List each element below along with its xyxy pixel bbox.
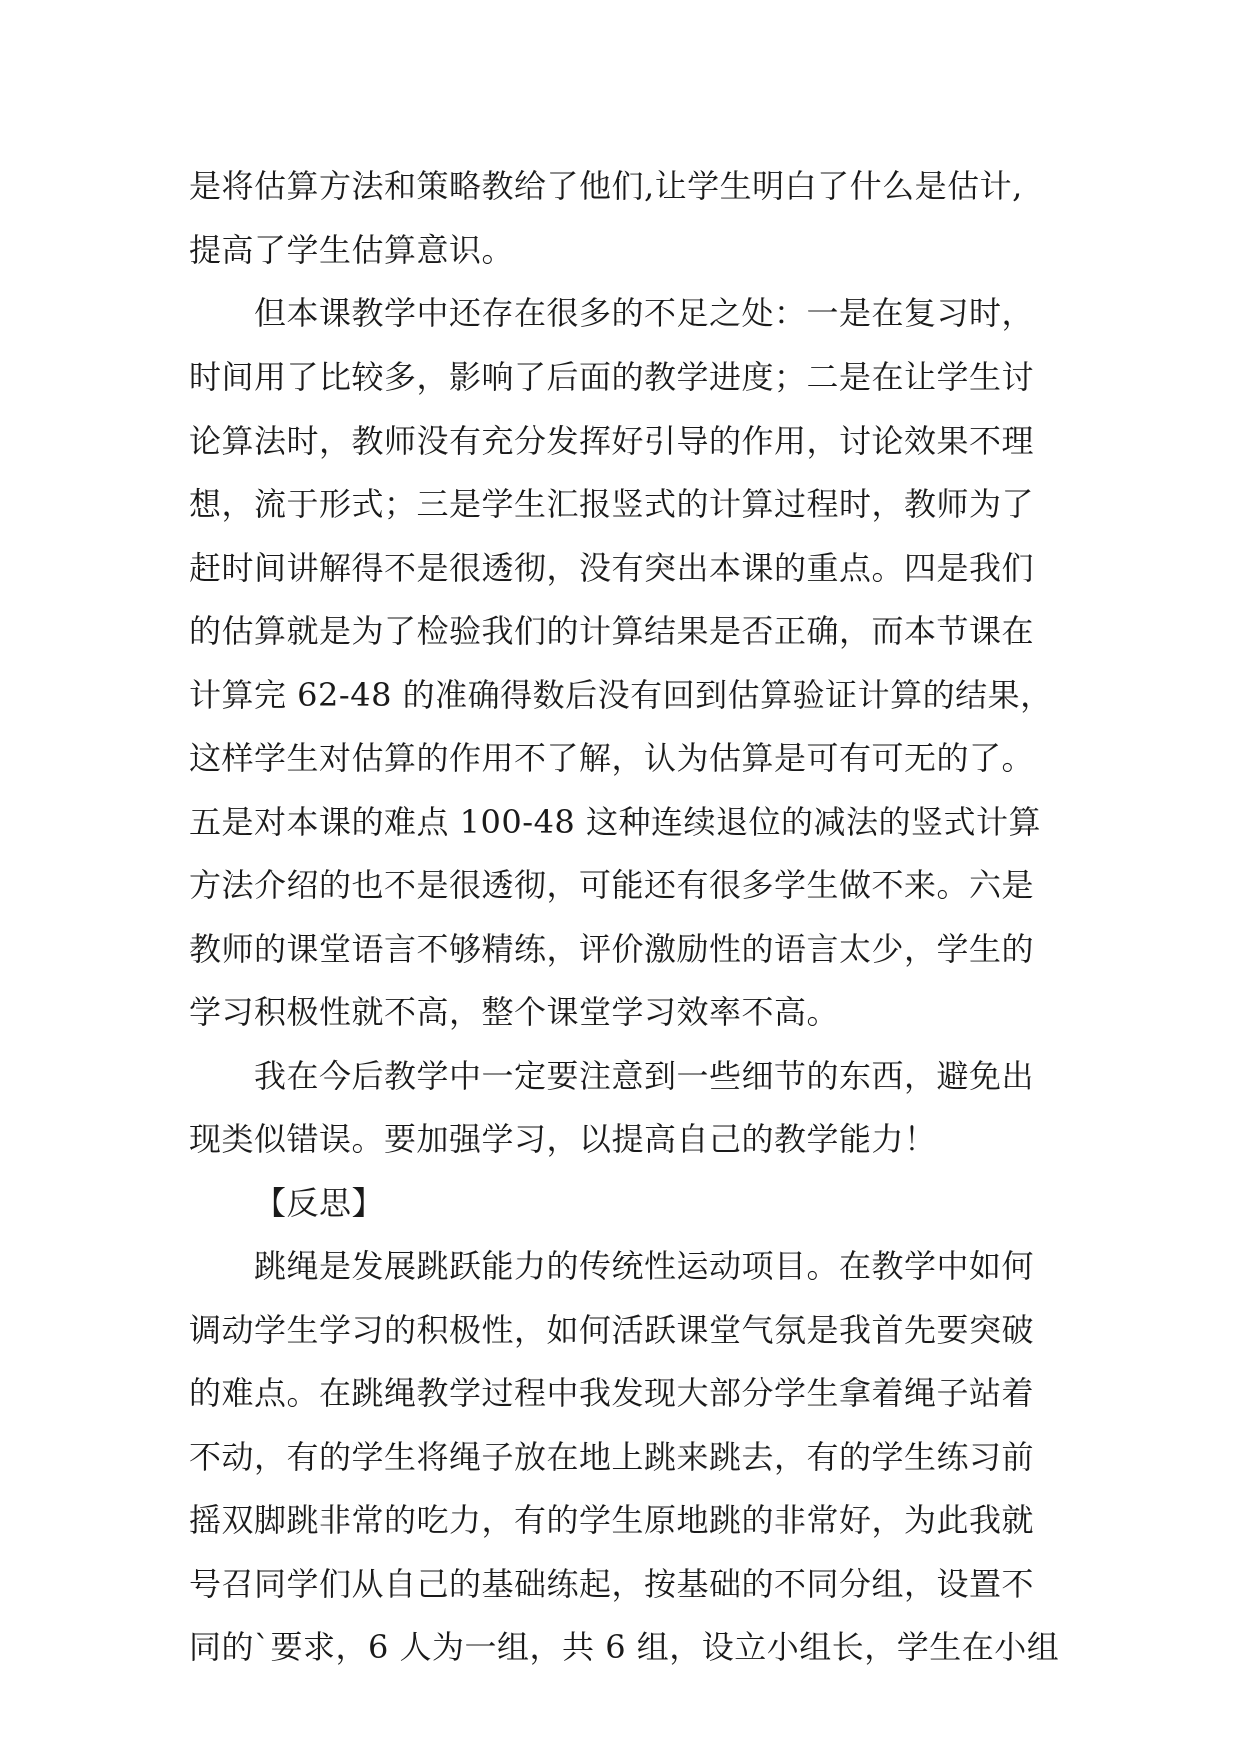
text-line: 的估算就是为了检验我们的计算结果是否正确，而本节课在	[189, 612, 1035, 650]
text-line: 提高了学生估算意识。	[189, 231, 515, 269]
text-line: 赶时间讲解得不是很透彻，没有突出本课的重点。四是我们	[189, 549, 1035, 587]
text-line: 论算法时，教师没有充分发挥好引导的作用，讨论效果不理	[189, 422, 1035, 460]
text-line: 跳绳是发展跳跃能力的传统性运动项目。在教学中如何	[254, 1247, 1035, 1285]
text-line: 是将估算方法和策略教给了他们,让学生明白了什么是估计,	[189, 167, 1023, 205]
text-line: 不动，有的学生将绳子放在地上跳来跳去，有的学生练习前	[189, 1438, 1035, 1476]
text-line: 学习积极性就不高，整个课堂学习效率不高。	[189, 993, 840, 1031]
text-line: 现类似错误。要加强学习，以提高自己的教学能力！	[189, 1120, 937, 1158]
text-line: 同的`要求，6 人为一组，共 6 组，设立小组长，学生在小组	[189, 1628, 1060, 1666]
text-line: 但本课教学中还存在很多的不足之处：一是在复习时，	[254, 294, 1035, 332]
text-line: 我在今后教学中一定要注意到一些细节的东西，避免出	[254, 1057, 1035, 1095]
text-line: 教师的课堂语言不够精练，评价激励性的语言太少，学生的	[189, 930, 1035, 968]
text-line: 这样学生对估算的作用不了解，认为估算是可有可无的了。	[189, 739, 1035, 777]
text-line: 号召同学们从自己的基础练起，按基础的不同分组，设置不	[189, 1565, 1035, 1603]
text-line: 想，流于形式；三是学生汇报竖式的计算过程时，教师为了	[189, 485, 1035, 523]
text-line: 方法介绍的也不是很透彻，可能还有很多学生做不来。六是	[189, 866, 1035, 904]
text-line: 的难点。在跳绳教学过程中我发现大部分学生拿着绳子站着	[189, 1374, 1035, 1412]
text-line: 五是对本课的难点 100-48 这种连续退位的减法的竖式计算	[189, 803, 1041, 841]
text-line: 计算完 62-48 的准确得数后没有回到估算验证计算的结果，	[189, 676, 1053, 714]
text-line: 时间用了比较多，影响了后面的教学进度；二是在让学生讨	[189, 358, 1035, 396]
text-line: 摇双脚跳非常的吃力，有的学生原地跳的非常好，为此我就	[189, 1501, 1035, 1539]
text-line: 调动学生学习的积极性，如何活跃课堂气氛是我首先要突破	[189, 1311, 1035, 1349]
section-heading: 【反思】	[254, 1184, 385, 1222]
